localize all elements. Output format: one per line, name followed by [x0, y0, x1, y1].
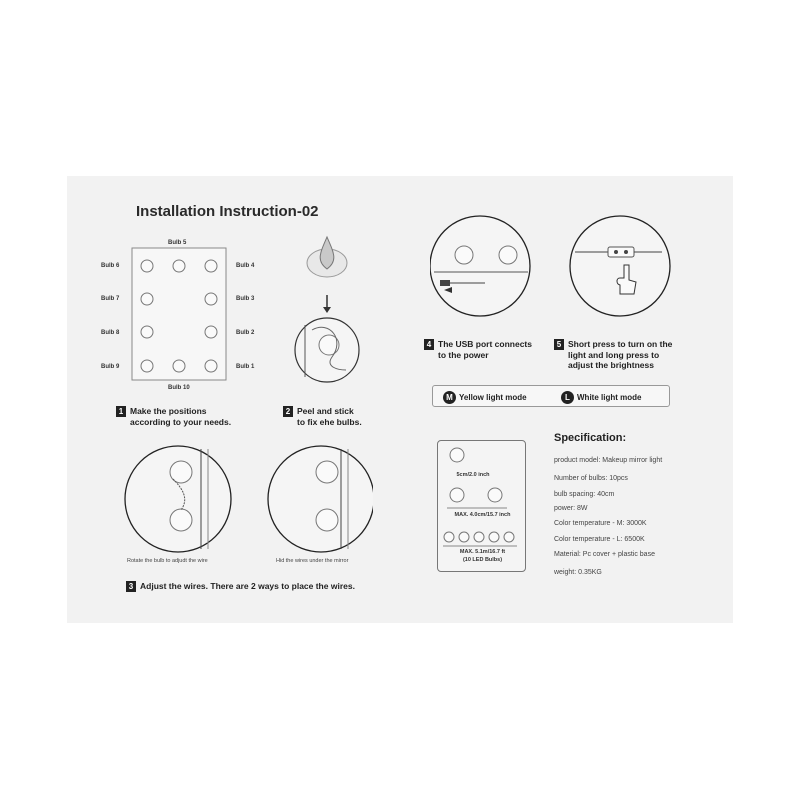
- bulb-10: [173, 360, 185, 372]
- bulb-6: [141, 260, 153, 272]
- bulb-5: [173, 260, 185, 272]
- spec-line: product model: Makeup mirror light: [554, 457, 663, 464]
- dim-spacing: 5cm/2.0 inch: [456, 472, 490, 478]
- spec-line: power: 8W: [554, 505, 588, 512]
- step-text: Adjust the wires. There are 2 ways to place the wires.: [140, 581, 355, 591]
- spec-line: weight: 0.35KG: [554, 569, 602, 576]
- step-text: to the power: [438, 350, 489, 360]
- peel-stick-illustration: [290, 225, 365, 390]
- page-title: Installation Instruction-02: [136, 203, 319, 220]
- step-text: adjust the brightness: [568, 360, 654, 370]
- usb-plug-icon: [440, 280, 450, 286]
- step-5: [554, 339, 672, 370]
- light-mode-legend: [432, 385, 670, 407]
- l-button-icon: L: [561, 391, 574, 404]
- step-4: [424, 339, 532, 360]
- spec-line: Color temperature - M: 3000K: [554, 520, 647, 527]
- bulb-label-bottom: Bulb 10: [168, 385, 190, 391]
- spec-line: Number of bulbs: 10pcs: [554, 475, 628, 482]
- step-number: 4: [424, 339, 434, 350]
- bulb-label-right: Bulb 2: [236, 330, 255, 336]
- dim-bulb-count: (10 LED Bulbs): [462, 557, 503, 563]
- step-text: The USB port connects: [438, 339, 532, 349]
- yellow-mode: [443, 389, 527, 407]
- step-3: [126, 581, 355, 592]
- wire-routing-illustrations: [123, 444, 373, 556]
- usb-and-switch-illustrations: [430, 210, 690, 322]
- m-button-icon: M: [443, 391, 456, 404]
- bulb-2: [205, 326, 217, 338]
- spec-line: Color temperature - L: 6500K: [554, 536, 645, 543]
- step-number: 5: [554, 339, 564, 350]
- inline-switch-icon: [608, 247, 634, 257]
- hide-wire-circle: [268, 446, 373, 552]
- mode-label: Yellow light mode: [459, 393, 527, 403]
- bulb-4: [205, 260, 217, 272]
- spec-line: bulb spacing: 40cm: [554, 491, 615, 498]
- bulb-label-right: Bulb 3: [236, 296, 255, 302]
- bulb-label-left: Bulb 7: [101, 296, 120, 302]
- step-1: [116, 406, 231, 427]
- bulb-label-left: Bulb 9: [101, 364, 120, 370]
- usb-circle: [430, 216, 530, 316]
- bulb-label-right: Bulb 4: [236, 263, 255, 269]
- step-text: Make the positions: [130, 406, 207, 416]
- step-text: according to your needs.: [130, 417, 232, 427]
- step-number: 2: [283, 406, 293, 417]
- bulb-1: [205, 360, 217, 372]
- step-2: [283, 406, 362, 427]
- bulb-9: [141, 360, 153, 372]
- switch-circle: [570, 216, 670, 316]
- bulb-8: [141, 326, 153, 338]
- spec-title: Specification:: [554, 432, 627, 444]
- caption-rotate: Rotate the bulb to adjudt the wire: [127, 558, 208, 564]
- mirror-bulb-diagram: [100, 236, 270, 396]
- spec-line: Material: Pc cover + plastic base: [554, 551, 655, 558]
- bulb-7: [141, 293, 153, 305]
- bulb-label-right: Bulb 1: [236, 364, 255, 370]
- bulb-3: [205, 293, 217, 305]
- step-text: Peel and stick: [297, 406, 354, 416]
- step-number: 1: [116, 406, 126, 417]
- bulb-label-top: Bulb 5: [168, 240, 187, 246]
- caption-hide: Hid the wires under the mirror: [276, 558, 349, 564]
- step-number: 3: [126, 581, 136, 592]
- bulb-label-left: Bulb 8: [101, 330, 120, 336]
- step-text: to fix ehe bulbs.: [297, 417, 362, 427]
- mode-label: White light mode: [577, 393, 642, 403]
- white-mode: [561, 389, 641, 407]
- dim-max-spacing: MAX. 4.0cm/15.7 inch: [454, 512, 511, 518]
- bulb-label-left: Bulb 6: [101, 263, 120, 269]
- dim-max-length: MAX. 5.1m/16.7 ft: [459, 549, 506, 555]
- adhesive-drop-icon: [320, 237, 334, 269]
- step-text: Short press to turn on the: [568, 339, 673, 349]
- step-text: light and long press to: [568, 350, 660, 360]
